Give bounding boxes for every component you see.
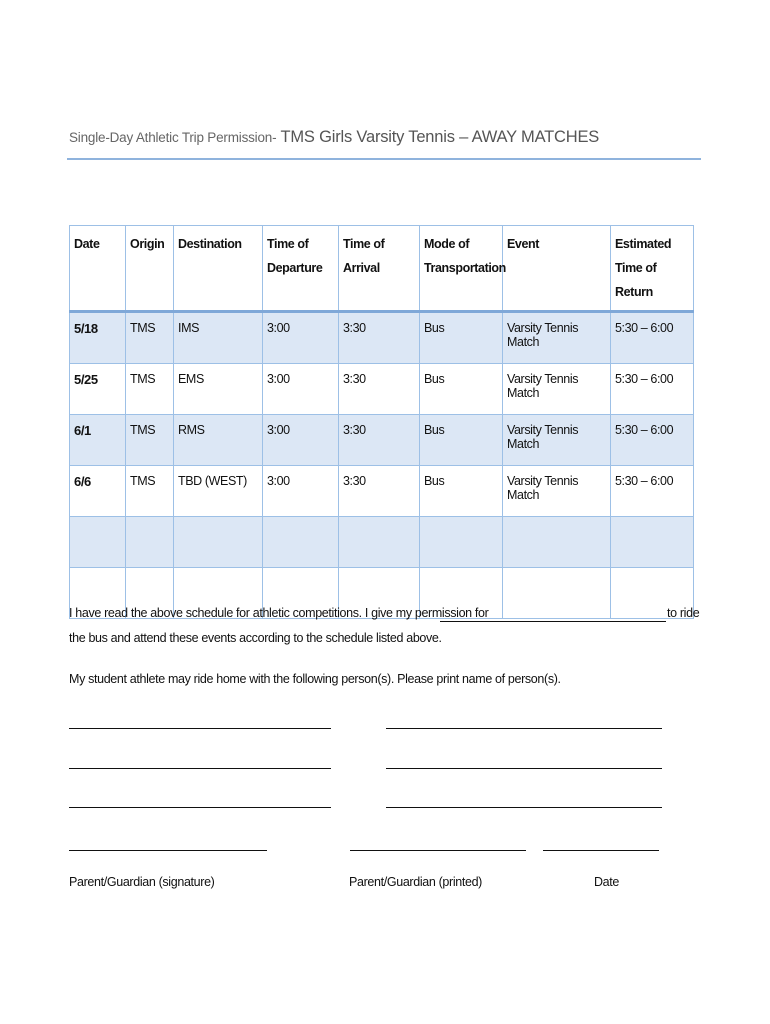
cell-empty: [263, 517, 339, 568]
pickup-person-blank-1[interactable]: [69, 728, 331, 729]
cell-empty: [70, 517, 126, 568]
cell-return: 5:30 – 6:00: [611, 312, 694, 364]
title-underline: [67, 158, 701, 160]
cell-arrival: 3:30: [339, 466, 420, 517]
cell-empty: [174, 517, 263, 568]
table-row: [70, 364, 694, 415]
signature-blank[interactable]: [69, 850, 267, 851]
document-title: [69, 128, 701, 147]
cell-return: 5:30 – 6:00: [611, 466, 694, 517]
date-blank[interactable]: [543, 850, 659, 851]
cell-event: Varsity Tennis Match: [503, 364, 611, 415]
cell-date: 6/6: [70, 466, 126, 517]
schedule-table: [69, 225, 694, 619]
cell-empty: [126, 517, 174, 568]
cell-transportation: Bus: [420, 415, 503, 466]
title-prefix: Single-Day Athletic Trip Permission-: [69, 130, 277, 145]
permission-to-ride: to ride: [667, 606, 700, 620]
ride-home-instruction: My student athlete may ride home with the following person(s). Please print name of person(s).: [69, 672, 561, 686]
printed-name-blank[interactable]: [350, 850, 526, 851]
cell-arrival: 3:30: [339, 415, 420, 466]
pickup-person-blank-4[interactable]: [386, 768, 662, 769]
header-time-of-departure: Time of Departure: [263, 226, 339, 312]
cell-arrival: 3:30: [339, 364, 420, 415]
header-mode-of-transportation: Mode of Transportation: [420, 226, 503, 312]
cell-destination: TBD (WEST): [174, 466, 263, 517]
cell-event: Varsity Tennis Match: [503, 466, 611, 517]
cell-departure: 3:00: [263, 312, 339, 364]
table-header-row: [70, 226, 694, 312]
header-origin: Origin: [126, 226, 174, 312]
pickup-person-blank-2[interactable]: [386, 728, 662, 729]
pickup-person-blank-5[interactable]: [69, 807, 331, 808]
permission-statement-line-1: I have read the above schedule for athletic competitions. I give my permission for: [69, 606, 489, 620]
date-label: Date: [594, 875, 620, 889]
cell-destination: RMS: [174, 415, 263, 466]
cell-departure: 3:00: [263, 364, 339, 415]
cell-destination: IMS: [174, 312, 263, 364]
cell-event: Varsity Tennis Match: [503, 312, 611, 364]
cell-origin: TMS: [126, 364, 174, 415]
cell-origin: TMS: [126, 466, 174, 517]
table-row: [70, 312, 694, 364]
cell-empty: [420, 517, 503, 568]
header-date: Date: [70, 226, 126, 312]
cell-empty: [339, 517, 420, 568]
cell-origin: TMS: [126, 415, 174, 466]
cell-date: 5/25: [70, 364, 126, 415]
cell-transportation: Bus: [420, 312, 503, 364]
pickup-person-blank-6[interactable]: [386, 807, 662, 808]
cell-origin: TMS: [126, 312, 174, 364]
cell-departure: 3:00: [263, 466, 339, 517]
title-main: TMS Girls Varsity Tennis – AWAY MATCHES: [276, 128, 600, 146]
signature-label: Parent/Guardian (signature): [69, 875, 215, 889]
cell-transportation: Bus: [420, 466, 503, 517]
permission-statement-line-2: the bus and attend these events according to the schedule listed above.: [69, 631, 442, 645]
printed-name-label: Parent/Guardian (printed): [349, 875, 482, 889]
cell-empty: [611, 517, 694, 568]
table-row: [70, 415, 694, 466]
cell-return: 5:30 – 6:00: [611, 364, 694, 415]
header-event: Event: [503, 226, 611, 312]
header-estimated-time-of-return: Estimated Time of Return: [611, 226, 694, 312]
cell-return: 5:30 – 6:00: [611, 415, 694, 466]
cell-date: 6/1: [70, 415, 126, 466]
cell-departure: 3:00: [263, 415, 339, 466]
header-destination: Destination: [174, 226, 263, 312]
cell-event: Varsity Tennis Match: [503, 415, 611, 466]
table-row: [70, 466, 694, 517]
header-time-of-arrival: Time of Arrival: [339, 226, 420, 312]
table-row-empty: [70, 517, 694, 568]
cell-destination: EMS: [174, 364, 263, 415]
student-name-blank[interactable]: [440, 621, 666, 622]
cell-date: 5/18: [70, 312, 126, 364]
cell-empty: [503, 517, 611, 568]
cell-empty: [503, 568, 611, 619]
cell-transportation: Bus: [420, 364, 503, 415]
cell-arrival: 3:30: [339, 312, 420, 364]
pickup-person-blank-3[interactable]: [69, 768, 331, 769]
